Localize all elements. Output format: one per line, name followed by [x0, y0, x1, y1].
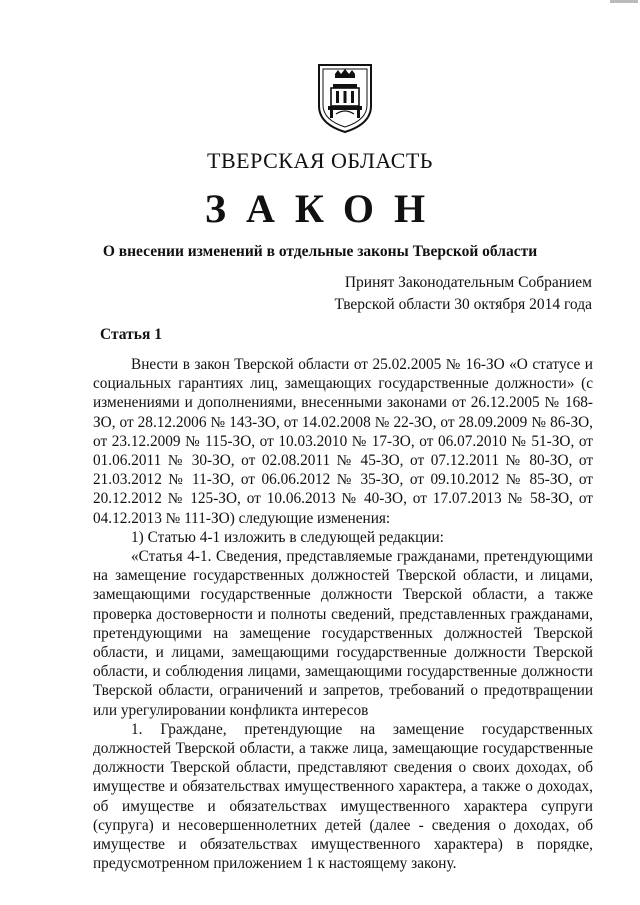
adoption-note-line-2: Тверской области 30 октября 2014 года [334, 296, 592, 313]
document-type-title: ЗАКОН [204, 186, 446, 231]
law-subtitle: О внесении изменений в отдельные законы Тверской области [102, 243, 538, 260]
article-paragraph-new-article: «Статья 4-1. Сведения, представляемые гражданами, претендующими на замещение государственных должностей Тверской области, и лицами, замещающими государственные должности Тверской области, а также проверка достоверности и полноты сведений, представленных гражданами, претендующими на замещение государственных должностей Тверской области, и лицами, замещающими государственные должности Тверской области, и соблюдения лицами, замещающими государственные должности Тверской области, ограничений и запретов, требований о предотвращении или урегулировании конфликта интересов [93, 548, 593, 719]
article-paragraph-item-1: 1) Статью 4-1 изложить в следующей редакции: [131, 528, 444, 546]
adoption-note [335, 272, 593, 316]
article-heading: Статья 1 [100, 326, 162, 343]
scan-corner-mark [610, 0, 638, 3]
article-paragraph-point-1: 1. Граждане, претендующие на замещение государственных должностей Тверской области, а также лица, замещающие государственные должности Тверской области, представляют сведения о своих доходах, об имуществе и обязательствах имущественного характера, а также о доходах, об имуществе и обязательствах имущественного характера супруги (супруга) и несовершеннолетних детей (далее - сведения о доходах, об имуществе и обязательствах имущественного характера) в порядке, предусмотренном приложением 1 к настоящему закону. [93, 720, 593, 873]
adoption-note-line-1: Принят Законодательным Собранием [344, 274, 592, 291]
region-name: ТВЕРСКАЯ ОБЛАСТЬ [207, 148, 433, 173]
tver-coat-of-arms-icon [316, 62, 374, 134]
article-paragraph-intro: Внести в закон Тверской области от 25.02.2005 № 16-ЗО «О статусе и социальных гарантиях лиц, замещающих государственные должности» (с изменениями и дополнениями, внесенными законами от 26.12.2005 № 168-ЗО, от 28.12.2006 № 143-ЗО, от 14.02.2008 № 22-ЗО, от 28.09.2009 № 86-ЗО, от 23.12.2009 № 115-ЗО, от 10.03.2010 № 17-ЗО, от 06.07.2010 № 51-ЗО, от 01.06.2011 № 30-ЗО, от 02.08.2011 № 45-ЗО, от 07.12.2011 № 80-ЗО, от 21.03.2012 № 11-ЗО, от 06.06.2012 № 35-ЗО, от 09.10.2012 № 85-ЗО, от 20.12.2012 № 125-ЗО, от 10.06.2013 № 40-ЗО, от 17.07.2013 № 58-ЗО, от 04.12.2013 № 111-ЗО) следующие изменения: [93, 356, 593, 527]
article-body [93, 355, 593, 873]
